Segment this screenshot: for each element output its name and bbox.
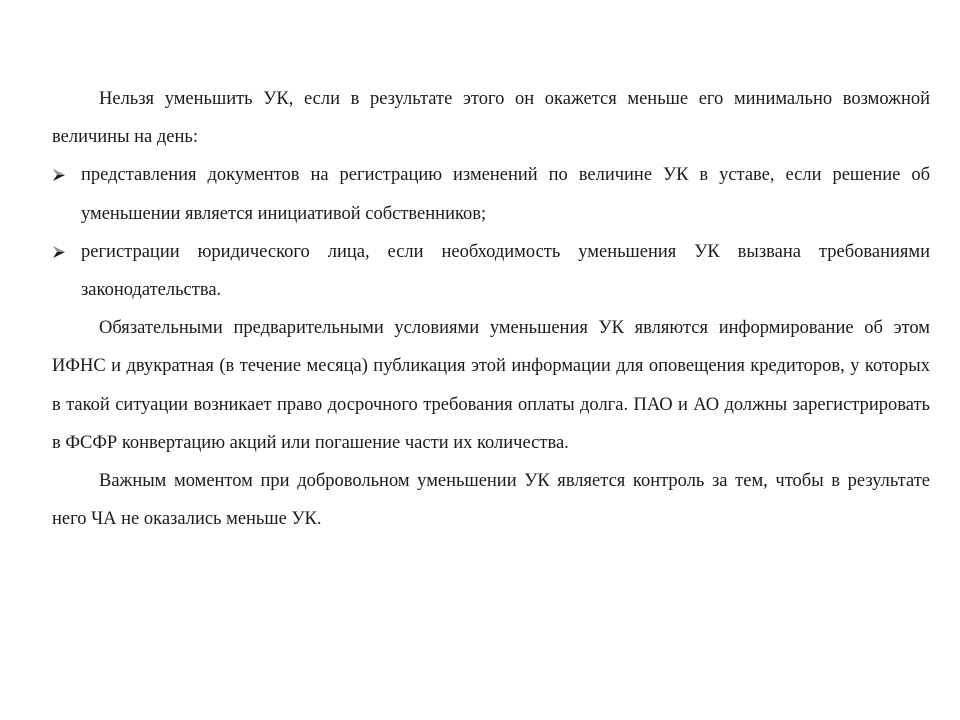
document-body: [52, 80, 930, 538]
arrowhead-bullet-icon: [52, 168, 66, 182]
conditions-paragraph: Обязательными предварительными условиями уменьшения УК являются информирование об этом ИФНС и двукратная (в течение месяца) публикация этой информации для оповещения кредиторов, у которых в такой ситуации возникает право досрочного требования оплаты долга. ПАО и АО должны зарегистрировать в ФСФР конвертацию акций или погашение части их количества.: [52, 318, 930, 453]
arrowhead-bullet-icon: [52, 245, 66, 259]
bullet-list: [52, 156, 930, 309]
bullet-text: представления документов на регистрацию изменений по величине УК в уставе, если решение об уменьшении является инициативой собственников;: [81, 165, 930, 224]
bullet-text: регистрации юридического лица, если необходимость уменьшения УК вызвана требованиями законодательства.: [81, 241, 930, 301]
intro-paragraph: Нельзя уменьшить УК, если в результате этого он окажется меньше его минимально возможной величины на день:: [52, 89, 930, 148]
bullet-item-registration-changes: [52, 156, 930, 232]
control-paragraph: Важным моментом при добровольном уменьшении УК является контроль за тем, чтобы в результате него ЧА не оказались меньше УК.: [52, 471, 930, 530]
bullet-item-legal-entity-registration: [52, 233, 930, 309]
